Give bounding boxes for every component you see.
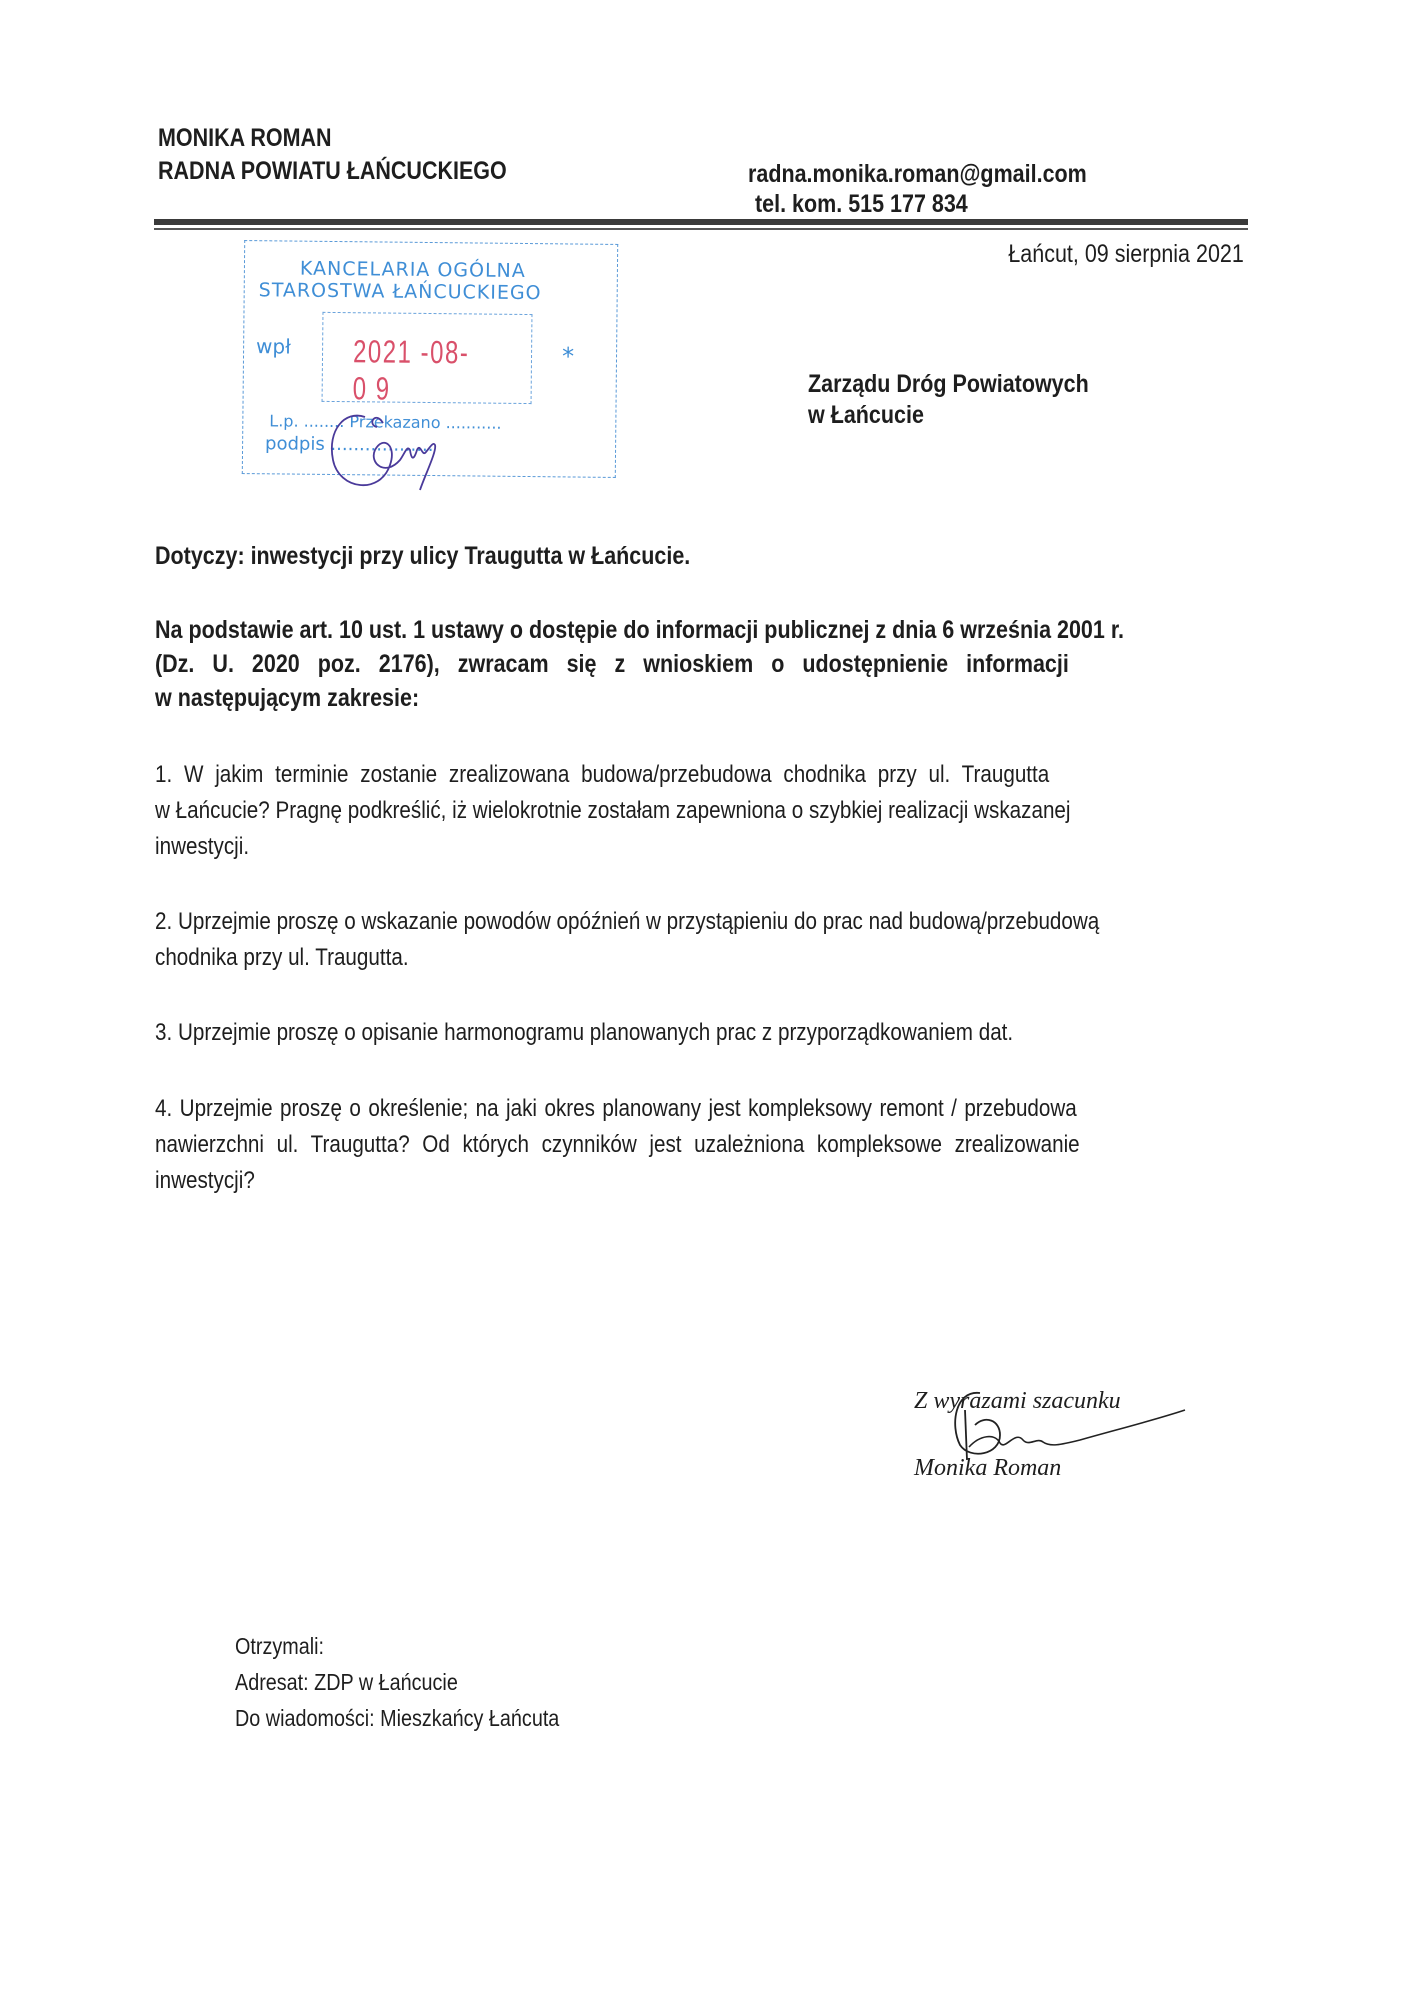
closing-name: Monika Roman xyxy=(914,1455,1062,1481)
item-1-line3: inwestycji. xyxy=(155,833,250,860)
header-rule-thick xyxy=(154,219,1248,225)
sender-email: radna.monika.roman@gmail.com xyxy=(748,160,1087,188)
stamp-signature-icon xyxy=(325,405,485,500)
sender-title: RADNA POWIATU ŁAŃCUCKIEGO xyxy=(158,157,507,185)
stamp-office-line1: KANCELARIA OGÓLNA xyxy=(299,257,526,282)
sender-phone: tel. kom. 515 177 834 xyxy=(755,190,968,218)
stamp-office-line2: STAROSTWA ŁAŃCUCKIEGO xyxy=(258,279,542,305)
sender-name: MONIKA ROMAN xyxy=(158,124,332,152)
intro-line1: Na podstawie art. 10 ust. 1 ustawy o dostępie do informacji publicznej z dnia 6 września 2001 r. xyxy=(155,616,1124,644)
item-4-line1: 4. Uprzejmie proszę o określenie; na jaki okres planowany jest kompleksowy remont / przebudowa xyxy=(155,1095,1077,1122)
distribution-heading: Otrzymali: xyxy=(235,1633,325,1659)
stamp-podpis-label: podpis .................. xyxy=(264,433,434,457)
stamp-wpl-label: wpł xyxy=(255,334,291,359)
intro-line2-text: (Dz. U. 2020 poz. 2176), zwracam się z wnioskiem o udostępnienie informacji xyxy=(155,650,1069,678)
stamp-lp-label: L.p. ........ Przekazano ........... xyxy=(269,411,502,433)
closing-salutation: Z wyrazami szacunku xyxy=(914,1388,1121,1414)
stamp-star-icon: * xyxy=(561,342,575,371)
item-3-line1: 3. Uprzejmie proszę o opisanie harmonogramu planowanych prac z przyporządkowaniem dat. xyxy=(155,1019,1014,1046)
distribution-cc: Do wiadomości: Mieszkańcy Łańcuta xyxy=(235,1705,560,1731)
item-2-line2: chodnika przy ul. Traugutta. xyxy=(155,944,409,971)
recipient-line1: Zarządu Dróg Powiatowych xyxy=(808,370,1089,398)
header-rule-thin xyxy=(154,228,1248,230)
subject-line: Dotyczy: inwestycji przy ulicy Traugutta w Łańcucie. xyxy=(155,542,691,570)
item-2-line1: 2. Uprzejmie proszę o wskazanie powodów opóźnień w przystąpieniu do prac nad budową/przebudową xyxy=(155,908,1100,935)
item-4-line2: nawierzchni ul. Traugutta? Od których czynników jest uzależniona kompleksowe zrealizowanie xyxy=(155,1131,1080,1158)
place-date: Łańcut, 09 sierpnia 2021 xyxy=(1008,240,1244,268)
intro-line2 xyxy=(155,650,1245,679)
distribution-addressee: Adresat: ZDP w Łańcucie xyxy=(235,1669,458,1695)
recipient-line2: w Łańcucie xyxy=(808,401,924,429)
stamp-date-box xyxy=(322,312,533,407)
stamp-received-date: 2021 -08- 0 9 xyxy=(352,333,470,407)
item-1-line2: w Łańcucie? Pragnę podkreślić, iż wielokrotnie zostałam zapewniona o szybkiej realizacji wskazanej xyxy=(155,797,1071,824)
item-1-line1: 1. W jakim terminie zostanie zrealizowana budowa/przebudowa chodnika przy ul. Traugutta xyxy=(155,761,1050,788)
intro-line3: w następującym zakresie: xyxy=(155,684,420,712)
item-4-line3: inwestycji? xyxy=(155,1167,255,1194)
